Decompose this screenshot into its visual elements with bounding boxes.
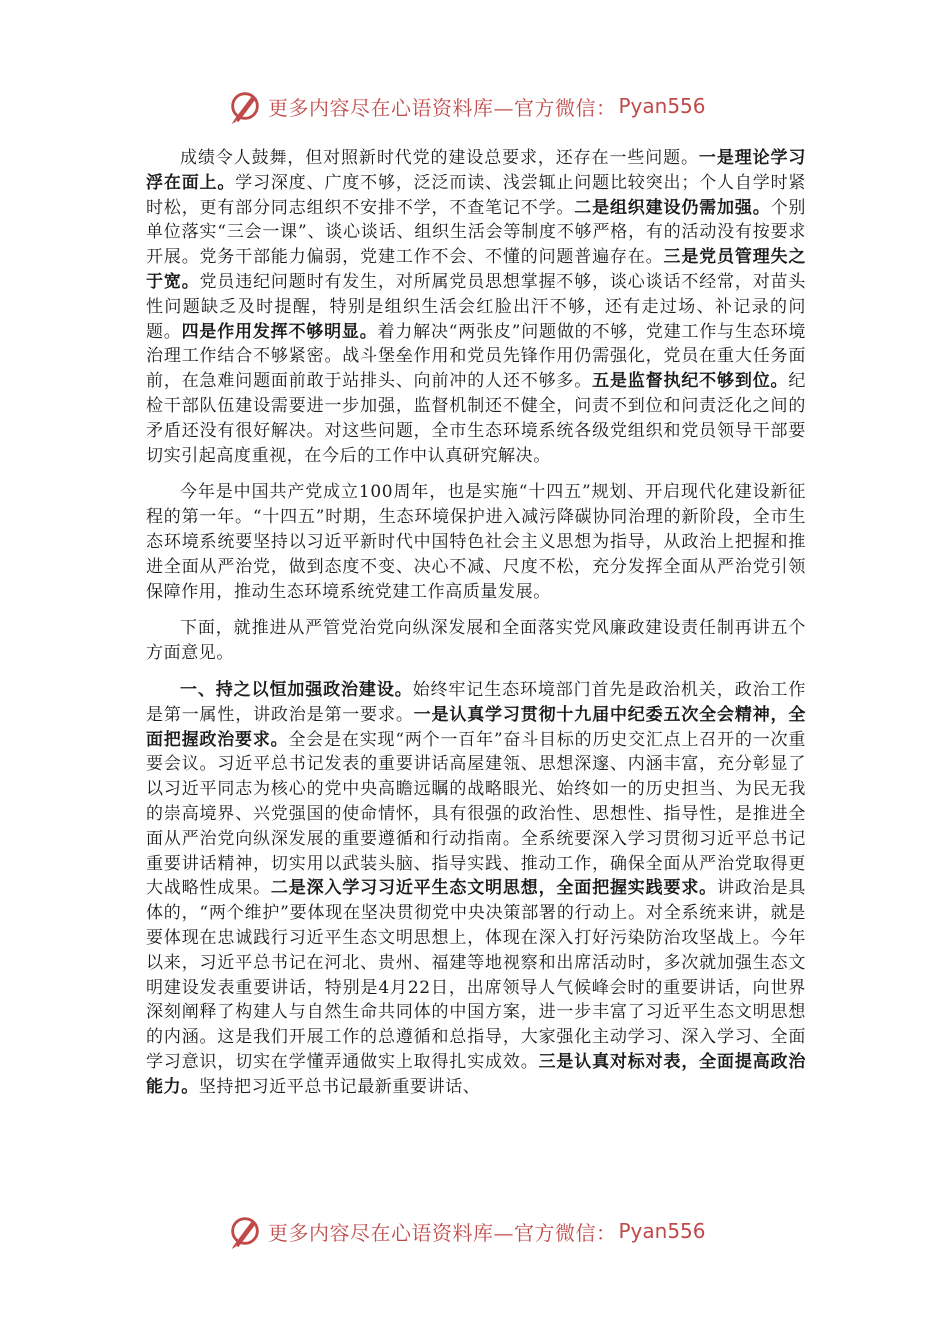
paragraph: [146, 678, 806, 1100]
paragraph: [146, 480, 806, 604]
body-text: 党员违纪问题时有发生，对所属党员思想掌握不够，谈心谈话不经常，对苗头性问题缺乏及时提醒，特别是组织生活会红脸出汗不够，还有走过场、补记录的问题。: [146, 271, 806, 342]
bold-heading-text: 三是认真对标对表，全面提高政治能力。: [146, 1051, 806, 1097]
body-text: 成绩令人鼓舞，但对照新时代党的建设总要求，还存在一些问题。: [180, 148, 699, 168]
header-wechat-id: Pyan556: [618, 94, 706, 118]
header-banner: [226, 86, 706, 126]
body-text: 纪检干部队伍建设需要进一步加强，监督机制还不健全，问责不到位和问责泛化之间的矛盾还没有很好解决。对这些问题，全市生态环境系统各级党组织和党员领导干部要切实引起高度重视，在今后的工作中认真研究解决。: [146, 371, 807, 466]
body-text: 着力解决“两张皮”问题做的不够，党建工作与生态环境治理工作结合不够紧密。战斗堡垒作用和党员先锋作用仍需强化，党员在重大任务面前，在急难问题面前敢于站排头、向前冲的人还不够多。: [146, 321, 806, 392]
bold-heading-text: 二是组织建设仍需加强。: [574, 197, 771, 218]
body-text: 坚持把习近平总书记最新重要讲话、: [198, 1076, 481, 1097]
body-text: 讲政治是具体的，“两个维护”要体现在坚决贯彻党中央决策部署的行动上。对全系统来讲，就是要体现在忠诚践行习近平生态文明思想上，体现在深入打好污染防治攻坚战上。今年以来，习近平总书记在河北、贵州、福建等地视察和出席活动时，多次就加强生态文明建设发表重要讲话，特别是4月22日，出席领导人气候峰会时的重要讲话，向世界深刻阐释了构建人与自然生命共同体的中国方案，进一步丰富了习近平生态文明思想的内涵。这是我们开展工作的总遵循和总指导，大家强化主动学习、深入学习、全面学习意识，切实在学懂弄通做实上取得扎实成效。: [146, 878, 807, 1072]
body-text: 下面，就推进从严管党治党向纵深发展和全面落实党风廉政建设责任制再讲五个方面意见。: [146, 618, 806, 664]
body-text: 学习深度、广度不够，泛泛而读、浅尝辄止问题比较突出；个人自学时紧时松，更有部分同志组织不安排不学，不查笔记不学。: [146, 172, 807, 218]
footer-banner: [226, 1211, 706, 1251]
body-text: 今年是中国共产党成立100周年，也是实施“十四五”规划、开启现代化建设新征程的第一年。“十四五”时期，生态环境保护进入减污降碳协同治理的新阶段，全市生态环境系统要坚持以习近平新时代中国特色社会主义思想为指导，从政治上把握和推进全面从严治党，做到态度不变、决心不减、尺度不松，充分发挥全面从严治党引领保障作用，推动生态环境系统党建工作高质量发展。: [146, 482, 806, 602]
bold-heading-text: 五是监督执纪不够到位。: [592, 371, 789, 392]
bold-heading-text: 一、持之以恒加强政治建设。: [180, 679, 413, 700]
pen-circle-logo-icon: [226, 87, 264, 125]
paragraph: [146, 146, 806, 468]
bold-heading-text: 四是作用发挥不够明显。: [181, 321, 378, 342]
pen-circle-logo-icon: [226, 1212, 264, 1250]
footer-wechat-id: Pyan556: [618, 1219, 706, 1243]
bold-heading-text: 三是党员管理失之于宽。: [146, 247, 806, 292]
bold-heading-text: 二是深入学习习近平生态文明思想，全面把握实践要求。: [270, 878, 718, 899]
bold-heading-text: 一是理论学习浮在面上。: [146, 148, 806, 193]
document-body: [146, 146, 806, 1099]
body-text: 个别单位落实“三会一课”、谈心谈话、组织生活会等制度不够严格，有的活动没有按要求开展。党务干部能力偏弱，党建工作不会、不懂的问题普遍存在。: [146, 197, 807, 268]
body-text: 始终牢记生态环境部门首先是政治机关，政治工作是第一属性，讲政治是第一要求。: [146, 679, 806, 725]
body-text: 全会是在实现“两个一百年”奋斗目标的历史交汇点上召开的一次重要会议。习近平总书记发表的重要讲话高屋建瓴、思想深邃、内涵丰富，充分彰显了以习近平同志为核心的党中央高瞻远瞩的战略眼光、始终如一的历史担当、为民无我的崇高境界、兴党强国的使命情怀，具有很强的政治性、思想性、指导性，是推进全面从严治党向纵深发展的重要遵循和行动指南。全系统要深入学习贯彻习近平总书记重要讲话精神，切实用以武装头脑、指导实践、推动工作，确保全面从严治党取得更大战略性成果。: [146, 729, 806, 899]
footer-text: 更多内容尽在心语资料库—官方微信：: [268, 1220, 617, 1245]
header-text: 更多内容尽在心语资料库—官方微信：: [268, 95, 617, 120]
bold-heading-text: 一是认真学习贯彻十九届中纪委五次全会精神，全面把握政治要求。: [146, 704, 807, 750]
paragraph: [146, 616, 806, 666]
